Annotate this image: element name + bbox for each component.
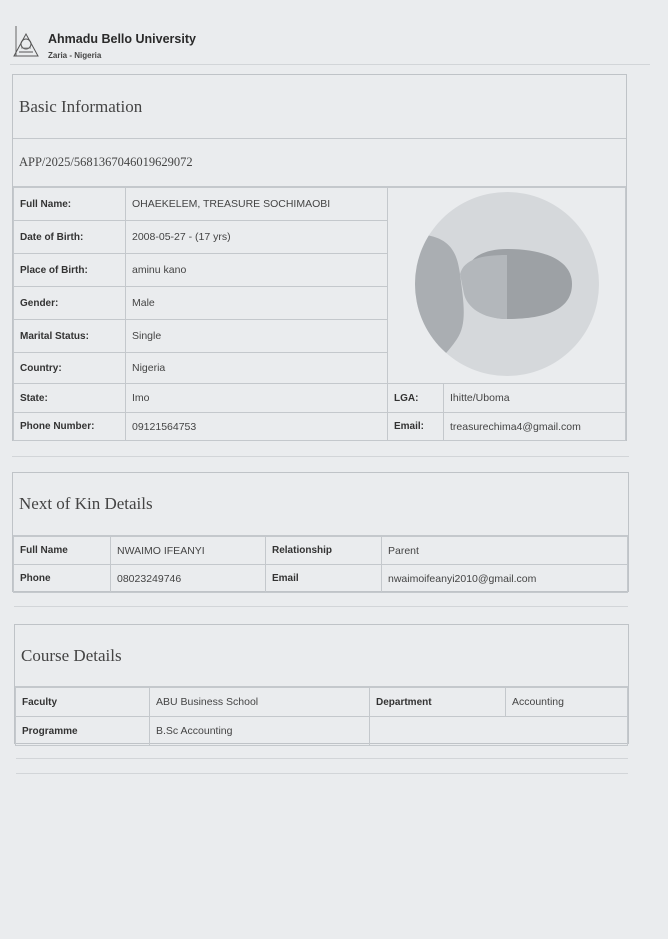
course-details-table — [15, 687, 628, 746]
header-divider — [10, 64, 650, 65]
course-empty-cell — [370, 717, 628, 746]
university-location: Zaria - Nigeria — [48, 51, 102, 60]
pob-label: Place of Birth: — [14, 254, 126, 287]
marital-value: Single — [126, 320, 388, 353]
avatar — [412, 189, 602, 379]
course-details-title: Course Details — [15, 625, 628, 687]
state-value: Imo — [126, 384, 388, 413]
email-value: treasurechima4@gmail.com — [444, 413, 626, 441]
divider-3 — [16, 758, 628, 759]
next-of-kin-section — [12, 472, 629, 592]
next-of-kin-table — [13, 536, 628, 593]
university-name: Ahmadu Bello University — [48, 32, 196, 46]
course-row-1 — [16, 688, 628, 717]
row-phone-email — [14, 413, 626, 441]
marital-label: Marital Status: — [14, 320, 126, 353]
gender-label: Gender: — [14, 287, 126, 320]
course-row-2 — [16, 717, 628, 746]
university-block — [48, 26, 196, 60]
department-label: Department — [370, 688, 506, 717]
row-state-lga — [14, 384, 626, 413]
application-number: APP/2025/5681367046019629072 — [13, 139, 626, 187]
nok-email-value: nwaimoifeanyi2010@gmail.com — [382, 565, 628, 593]
nok-email-label: Email — [266, 565, 382, 593]
programme-value: B.Sc Accounting — [150, 717, 370, 746]
next-of-kin-title: Next of Kin Details — [13, 473, 628, 536]
faculty-value: ABU Business School — [150, 688, 370, 717]
dob-value: 2008-05-27 - (17 yrs) — [126, 221, 388, 254]
lga-label: LGA: — [388, 384, 444, 413]
nok-relationship-label: Relationship — [266, 537, 382, 565]
lga-value: Ihitte/Uboma — [444, 384, 626, 413]
basic-info-table — [13, 187, 626, 441]
basic-information-title: Basic Information — [13, 75, 626, 139]
phone-value: 09121564753 — [126, 413, 388, 441]
divider-1 — [12, 456, 629, 457]
department-value: Accounting — [506, 688, 628, 717]
state-label: State: — [14, 384, 126, 413]
full-name-label: Full Name: — [14, 188, 126, 221]
nok-relationship-value: Parent — [382, 537, 628, 565]
nok-full-name-label: Full Name — [14, 537, 111, 565]
photo-cell — [388, 188, 626, 384]
nok-full-name-value: NWAIMO IFEANYI — [111, 537, 266, 565]
phone-label: Phone Number: — [14, 413, 126, 441]
country-value: Nigeria — [126, 353, 388, 384]
nok-phone-value: 08023249746 — [111, 565, 266, 593]
dob-label: Date of Birth: — [14, 221, 126, 254]
basic-information-section — [12, 74, 627, 441]
nok-row-2 — [14, 565, 628, 593]
row-full-name — [14, 188, 626, 221]
nok-row-1 — [14, 537, 628, 565]
faculty-label: Faculty — [16, 688, 150, 717]
programme-label: Programme — [16, 717, 150, 746]
divider-4 — [16, 773, 628, 774]
country-label: Country: — [14, 353, 126, 384]
university-crest-icon — [10, 26, 42, 60]
page-header — [10, 26, 196, 60]
course-details-section — [14, 624, 629, 744]
nok-phone-label: Phone — [14, 565, 111, 593]
email-label: Email: — [388, 413, 444, 441]
gender-value: Male — [126, 287, 388, 320]
full-name-value: OHAEKELEM, TREASURE SOCHIMAOBI — [126, 188, 388, 221]
pob-value: aminu kano — [126, 254, 388, 287]
divider-2 — [14, 606, 628, 607]
